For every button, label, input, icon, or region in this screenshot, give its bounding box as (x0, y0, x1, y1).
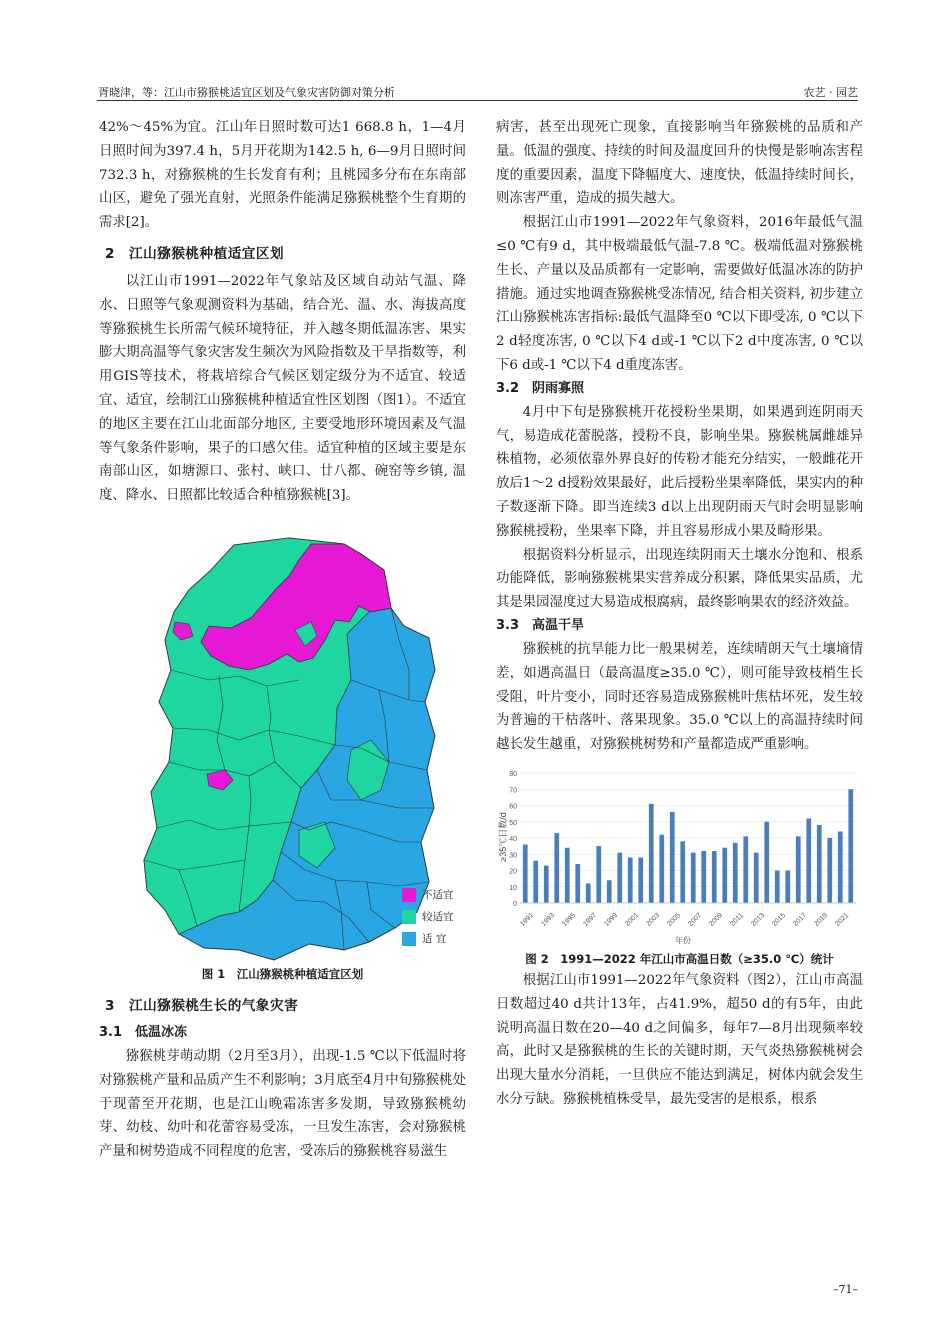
running-header-title: 胥晓津，等：江山市猕猴桃适宜区划及气象灾害防御对策分析 (98, 86, 395, 99)
chart-x-tick-label: 2007 (687, 911, 704, 928)
chart-bar-2006 (680, 841, 685, 903)
chart-bar-1994 (554, 833, 559, 903)
chart-x-tick-label: 2005 (666, 911, 683, 928)
section-heading: 3 江山猕猴桃生长的气象灾害 (105, 997, 299, 1014)
chart-y-tick-label: 50 (509, 819, 517, 827)
chart-bar-1997 (586, 883, 591, 903)
figure-2-caption: 图 2 1991—2022 年江山市高温日数（≥35.0 ℃）统计 (525, 951, 834, 966)
chart-x-tick-label: 1999 (603, 911, 620, 928)
paragraph: 根据江山市1991—2022年气象资料（图2），江山市高温日数超过40 d共计13年，占41.9%，超50 d的有5年，由此说明高温日数在20—40 d之间偏多，每年7—8月出现频率较高，此时又是猕猴桃的生长的关键时期，天气炎热猕猴桃树会出现大量水分消耗，一旦供应不能达到满足，树体内就会发生水分亏缺。猕猴桃植株受旱，最先受害的是根系，根系 (496, 972, 863, 1107)
running-header-section: 农艺 · 园艺 (803, 86, 858, 99)
paragraph: 根据江山市1991—2022年气象资料，2016年最低气温≤0 ℃有9 d，其中极端最低气温-7.8 ℃。极端低温对猕猴桃生长、产量以及品质都有一定影响，需要做好低温冰冻的防护措施。通过实地调查猕猴桃受冻情况, 结合相关资料, 初步建立江山猕猴桃冻害指标:最低气温降至0 ℃以下即受冻, 0 ℃以下2 d轻度冻害, 0 ℃以下4 d或-1 ℃以下2 d中度冻害, 0 ℃以下6 d或-1 ℃以下4 d重度冻害。 (496, 215, 863, 373)
paragraph: 猕猴桃芽萌动期（2月至3月），出现-1.5 ℃以下低温时将对猕猴桃产量和品质产生不利影响；3月底至4月中旬猕猴桃处于现蕾至开花期，也是江山晚霜冻害多发期，导致猕猴桃幼芽、幼枝、幼叶和花蕾容易受冻，一旦发生冻害，会对猕猴桃产量和树势造成不同程度的危害，受冻后的猕猴桃容易滋生 (99, 1048, 466, 1160)
chart-x-tick-label: 1993 (540, 911, 557, 928)
chart-bar-1991 (523, 844, 528, 903)
chart-y-tick-label: 0 (513, 900, 517, 908)
suitability-map-figure (99, 530, 466, 964)
high-temp-days-chart (496, 767, 863, 947)
chart-x-tick-label: 2011 (729, 912, 745, 928)
chart-bar-2021 (838, 831, 843, 903)
chart-bar-2011 (733, 843, 738, 903)
chart-bar-2020 (827, 838, 832, 903)
chart-bar-2010 (722, 848, 727, 903)
chart-bar-1993 (544, 866, 549, 903)
chart-bar-2000 (617, 853, 622, 903)
chart-x-tick-label: 2015 (771, 911, 788, 928)
chart-bar-2009 (712, 851, 717, 903)
chart-bar-1999 (607, 880, 612, 903)
chart-x-tick-label: 1995 (561, 911, 578, 928)
chart-y-tick-label: 60 (509, 803, 517, 811)
chart-bar-2002 (638, 857, 643, 903)
chart-x-tick-label: 2003 (645, 911, 662, 928)
chart-x-tick-label: 2009 (708, 911, 725, 928)
chart-y-axis-label: ≥35℃日数/d (498, 812, 508, 862)
chart-x-axis-label: 年份 (675, 935, 691, 945)
chart-bar-2018 (806, 818, 811, 903)
chart-x-tick-label: 2001 (624, 911, 641, 928)
paragraph: 以江山市1991—2022年气象站及区域自动站气温、降水、日照等气象观测资料为基础，结合光、温、水、海拔高度等猕猴桃生长所需气候环境特征，并入越冬期低温冻害、果实膨大期高温等气象灾害发生频次为风险指数及干旱指数等，利用GIS等技术，将栽培综合气候区划定级分为不适宜、较适宜、适宜，绘制江山猕猴桃种植适宜性区划图（图1）。不适宜的地区主要在江山北面部分地区, 主要受地形环境因素及气温等气象条件影响，果子的口感欠佳。适宜种植的区域主要是东南部山区，如塘源口、张村、峡口、廿八都、碗窑等乡镇, 温度、降水、日照都比较适合种植猕猴桃[3]。 (99, 273, 466, 504)
legend-item-suitable (402, 928, 454, 950)
chart-y-tick-label: 70 (509, 787, 517, 795)
paragraph: 42%～45%为宜。江山年日照时数可达1 668.8 h，1—4月日照时间为397.4 h，5月开花期为142.5 h, 6—9月日照时间732.3 h，对猕猴桃的生长发育有利；且桃园多分布在东南部山区，避免了强光直射，光照条件能满足猕猴桃整个生育期的需求[2]。 (99, 120, 466, 231)
chart-y-tick-label: 40 (509, 835, 517, 843)
chart-bar-2004 (659, 835, 664, 903)
chart-bar-2016 (785, 870, 790, 903)
chart-x-tick-label: 1991 (519, 911, 536, 928)
map-legend (402, 884, 454, 950)
chart-y-tick-label: 20 (509, 868, 517, 876)
chart-bar-2017 (796, 836, 801, 903)
legend-label: 不适宜 (422, 889, 454, 902)
legend-item-unsuitable (402, 884, 454, 906)
header-rule (97, 100, 858, 101)
legend-swatch (402, 932, 416, 946)
chart-bar-2003 (649, 804, 654, 903)
chart-bar-2012 (743, 836, 748, 903)
chart-y-tick-label: 30 (509, 852, 517, 860)
page-number: –71– (833, 1283, 858, 1296)
right-column (496, 116, 863, 1112)
chart-bar-2015 (775, 870, 780, 903)
chart-x-tick-label: 2017 (792, 911, 809, 928)
legend-swatch (402, 888, 416, 902)
chart-bar-2005 (670, 812, 675, 903)
legend-label: 较适宜 (422, 911, 454, 924)
chart-x-tick-label: 2019 (813, 911, 830, 928)
legend-label: 适 宜 (422, 933, 447, 946)
paragraph: 病害，甚至出现死亡现象，直接影响当年猕猴桃的品质和产量。低温的强度、持续的时间及温度回升的快慢是影响冻害程度的重要因素，温度下降幅度大、速度快，低温持续时间长，则冻害严重，造成的损失越大。 (496, 120, 863, 207)
chart-bar-2001 (628, 857, 633, 903)
chart-x-tick-label: 2021 (834, 911, 851, 928)
paragraph: 猕猴桃的抗旱能力比一般果树差，连续晴朗天气土壤墒情差，如遇高温日（最高温度≥35.0 ℃），则可能导致枝梢生长受阻，叶片变小，同时还容易造成猕猴桃叶焦枯坏死，发生较为普遍的干枯落叶、落果现象。35.0 ℃以上的高温持续时间越长发生越重，对猕猴桃树势和产量都造成严重影响。 (496, 641, 863, 753)
chart-bar-1995 (565, 848, 570, 903)
chart-bar-2019 (817, 825, 822, 903)
chart-bar-2008 (701, 851, 706, 903)
chart-bar-2022 (848, 789, 853, 903)
legend-item-relatively-suitable (402, 906, 454, 928)
chart-x-tick-label: 2013 (750, 911, 767, 928)
chart-bar-2014 (764, 822, 769, 903)
subsection-heading: 3.1 低温冰冻 (99, 1024, 188, 1040)
left-column (99, 116, 466, 1164)
chart-x-tick-label: 1997 (582, 911, 599, 928)
chart-y-tick-label: 10 (509, 884, 517, 892)
figure-1-caption: 图 1 江山猕猴桃种植适宜区划 (201, 966, 364, 981)
chart-bar-1998 (596, 846, 601, 903)
chart-bar-1996 (575, 864, 580, 903)
chart-y-tick-label: 80 (509, 770, 517, 778)
subsection-heading: 3.2 阴雨寡照 (496, 380, 585, 396)
section-heading: 2 江山猕猴桃种植适宜区划 (105, 245, 285, 262)
chart-svg (496, 767, 863, 947)
paragraph: 根据资料分析显示，出现连续阴雨天土壤水分饱和、根系功能降低，影响猕猴桃果实营养成分积累，降低果实品质，尤其是果园湿度过大易造成根腐病，最终影响果农的经济效益。 (496, 547, 863, 611)
legend-swatch (402, 910, 416, 924)
chart-bar-2013 (754, 853, 759, 903)
chart-bar-2007 (691, 853, 696, 903)
chart-bar-1992 (533, 861, 538, 903)
subsection-heading: 3.3 高温干旱 (496, 617, 585, 633)
paragraph: 4月中下旬是猕猴桃开花授粉坐果期，如果遇到连阴雨天气，易造成花蕾脱落，授粉不良，影响坐果。猕猴桃属雌雄异株植物，必须依靠外界良好的传粉才能充分结实，一般雌花开放后1～2 d授粉效果最好，此后授粉坐果率降低，果实内的种子数逐渐下降。即当连续3 d以上出现阴雨天气时会明显影响猕猴桃授粉，坐果率下降，并且容易形成小果及畸形果。 (496, 404, 863, 539)
